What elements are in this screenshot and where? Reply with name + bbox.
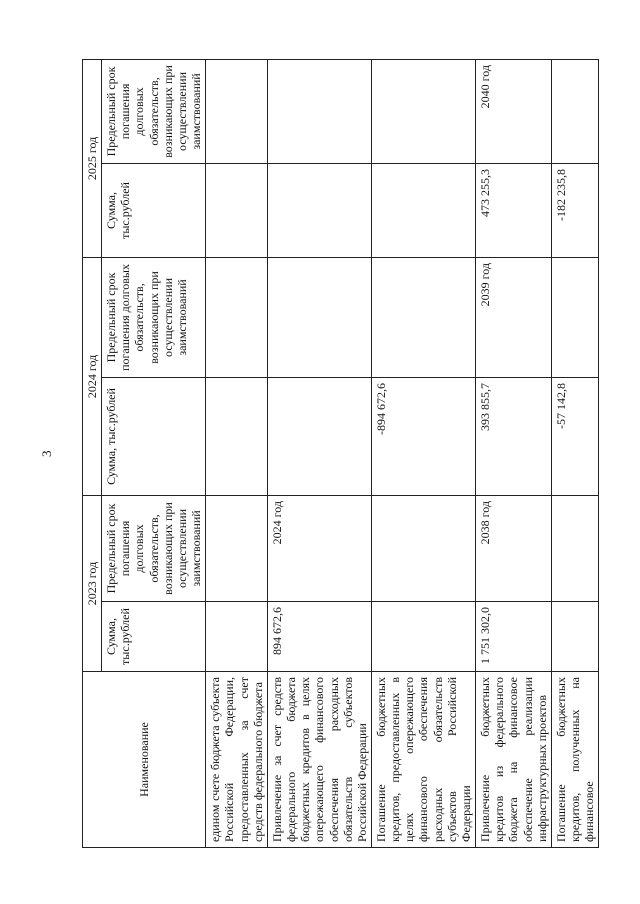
rotated-table-wrapper [82,60,597,848]
page-number: 3 [39,450,54,457]
header-year-2023: 2023 год [83,495,102,671]
table-row [551,59,598,847]
cell-amount-2023 [551,602,598,672]
table-row [206,59,268,847]
cell-amount-2025 [206,163,268,257]
row-name: Привлечение за счет средств федерального бюджета бюджетных кредитов в целях опережающего финансового обеспечения расходных обязательств субъектов Российской Федерации [267,672,371,848]
header-amount-2025: Сумма, тыс.рублей [102,163,206,257]
row-name: едином счете бюджета субъекта Российской Федерации, предоставленных за счет средств федерального бюджета [206,672,268,848]
row-name: Погашение бюджетных кредитов, предоставленных в целях опережающего финансового обеспечения расходных обязательств субъектов Российской Федерации [371,672,475,848]
cell-amount-2024: -57 142,8 [551,377,598,495]
cell-term-2025 [206,59,268,163]
header-amount-2024: Сумма, тыс.рублей [102,377,206,495]
cell-term-2023 [206,495,268,601]
cell-term-2023: 2038 год [476,495,552,601]
cell-amount-2025: 473 255,3 [476,163,552,257]
cell-term-2024 [551,257,598,377]
cell-term-2025 [551,59,598,163]
cell-amount-2023 [206,602,268,672]
cell-term-2023: 2024 год [267,495,371,601]
cell-amount-2023: 1 751 302,0 [476,602,552,672]
row-name: Погашение бюджетных кредитов, полученных на финансовое [551,672,598,848]
cell-term-2025 [371,59,475,163]
cell-amount-2025 [267,163,371,257]
row-name: Привлечение бюджетных кредитов из федерального бюджета на финансовое обеспечение реализации инфраструктурных проектов [476,672,552,848]
cell-term-2025: 2040 год [476,59,552,163]
cell-term-2023 [371,495,475,601]
cell-term-2025 [267,59,371,163]
cell-term-2024 [267,257,371,377]
header-year-2024: 2024 год [83,257,102,495]
table-row [267,59,371,847]
header-term-2024: Предельный срок погашения долговых обязательств, возникающих при осуществлении заимствований [102,257,206,377]
cell-term-2024: 2039 год [476,257,552,377]
cell-amount-2024 [206,377,268,495]
cell-term-2024 [206,257,268,377]
header-name: Наименование [83,672,206,848]
cell-amount-2023 [371,602,475,672]
budget-table [82,59,599,848]
cell-amount-2025 [371,163,475,257]
header-term-2025: Предельный срок погашения долговых обязательств, возникающих при осуществлении заимствований [102,59,206,163]
table-row [476,59,552,847]
cell-amount-2024: 393 855,7 [476,377,552,495]
table-row [371,59,475,847]
cell-amount-2024: -894 672,6 [371,377,475,495]
cell-amount-2024 [267,377,371,495]
cell-term-2023 [551,495,598,601]
cell-amount-2023: 894 672,6 [267,602,371,672]
cell-amount-2025: -182 235,8 [551,163,598,257]
header-year-2025: 2025 год [83,59,102,257]
header-term-2023: Предельный срок погашения долговых обязательств, возникающих при осуществлении заимствований [102,495,206,601]
header-amount-2023: Сумма, тыс.рублей [102,602,206,672]
cell-term-2024 [371,257,475,377]
